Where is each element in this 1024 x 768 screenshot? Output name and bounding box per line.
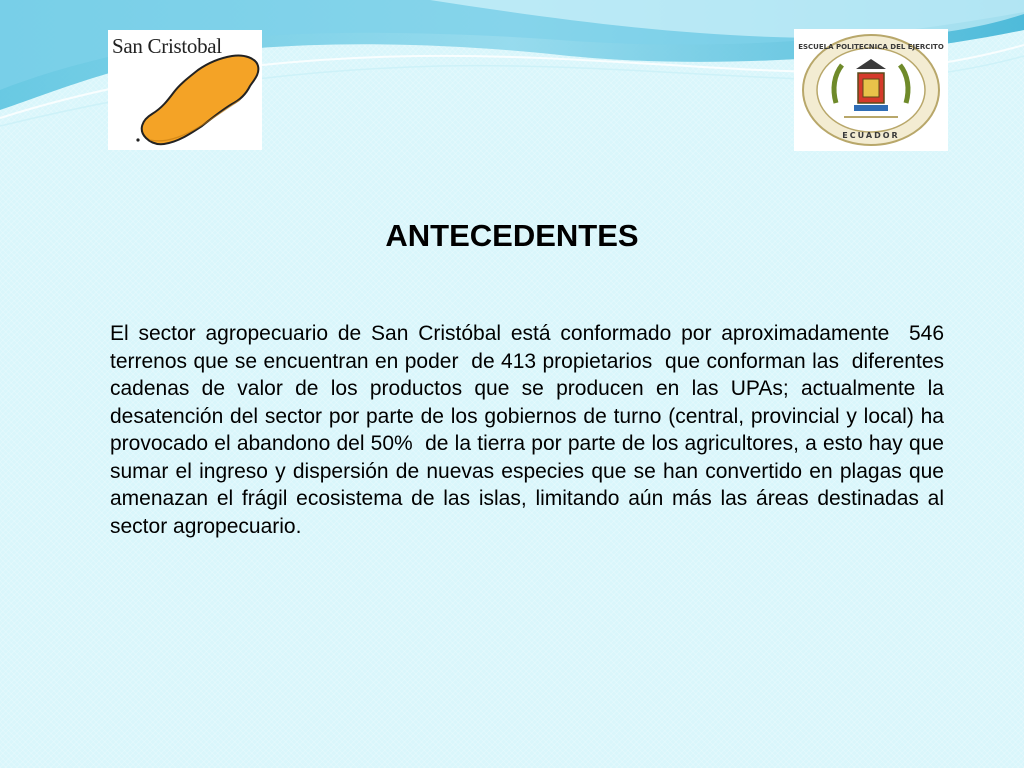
slide-body-text: El sector agropecuario de San Cristóbal está conformado por aproximadamente 546 terrenos que se encuentran en poder de 413 propietarios que conforman las diferentes cadenas de valor de los productos que se producen en las UPAs; actualmente la desatención del sector por parte de los gobiernos de turno (central, provincial y local) ha provocado el abandono del 50% de la tierra por parte de los agricultores, a esto hay que sumar el ingreso y dispersión de nuevas especies que se han convertido en plagas que amenazan el frágil ecosistema de las islas, limitando aún más las áreas destinadas al sector agropecuario. (110, 322, 956, 538)
slide-title: ANTECEDENTES (385, 218, 639, 253)
logo-caption: San Cristobal (112, 34, 222, 58)
san-cristobal-logo (108, 30, 262, 150)
espe-seal-logo (794, 29, 948, 151)
seal-top-text: ESCUELA POLITECNICA DEL EJERCITO (798, 43, 944, 51)
escuela-politecnica-ejercito-seal-icon (794, 29, 948, 151)
seal-bottom-text: ECUADOR (842, 131, 900, 140)
